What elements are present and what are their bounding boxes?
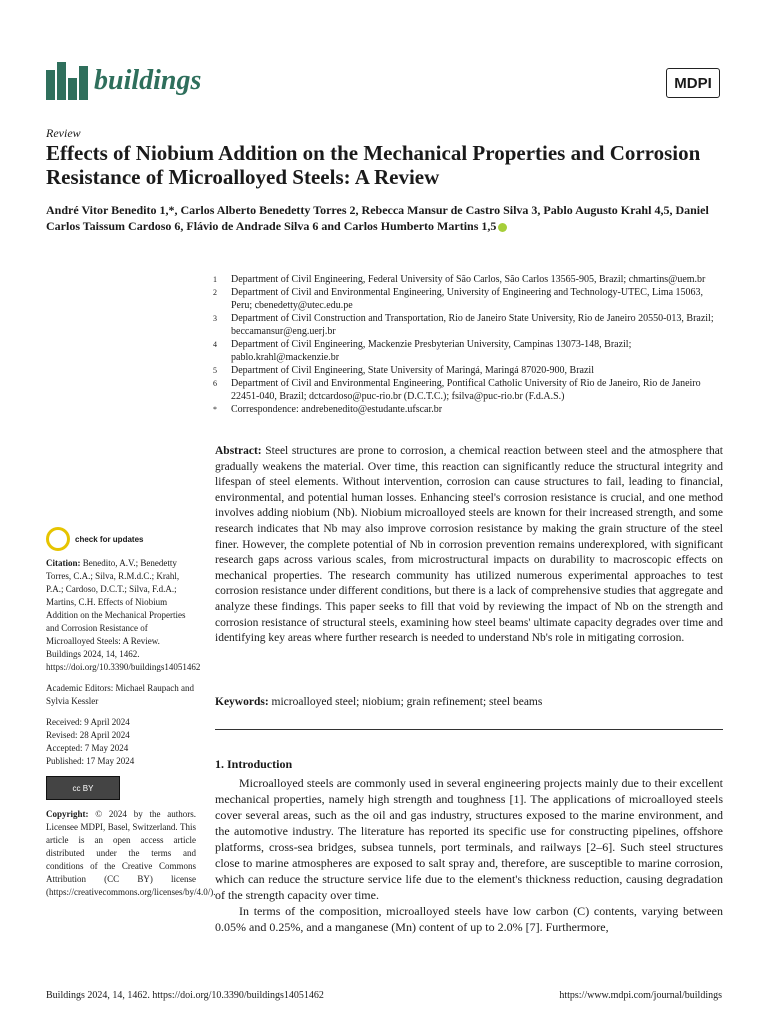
journal-logo [46,62,201,100]
cc-license-icon[interactable]: cc BY [46,776,120,800]
affiliation-number: 5 [213,366,217,375]
abstract [215,444,723,647]
intro-paragraph: In terms of the composition, microalloyed steels have low carbon (C) contents, varying between 0.05% and 0.25%, and a manganese (Mn) content of up to 2.0% [7]. Furthermore, [215,904,723,934]
intro-body [215,775,723,935]
copyright [46,808,216,899]
affiliation-text: Department of Civil and Environmental Engineering, University of Engineering and Technology-UTEC, Lima 15063, Peru; cbenedetty@utec.edu.pe [231,287,704,311]
affiliation-number: 2 [213,288,217,297]
affiliation-item [213,364,723,377]
affiliation-text: Correspondence: andrebenedito@estudante.ufscar.br [231,404,443,415]
keywords [215,696,723,708]
buildings-logo-icon [46,62,88,100]
affiliation-text: Department of Civil Engineering, Mackenzie Presbyterian University, Campinas 13073-148, Brazil; pablo.krahl@mackenzie.br [231,339,632,363]
affiliation-number: * [213,405,217,414]
affiliation-item [213,312,723,338]
affiliation-text: Department of Civil Engineering, Federal University of São Carlos, São Carlos 13565-905, Brazil; chmartins@uem.br [231,274,706,285]
copyright-text: © 2024 by the authors. Licensee MDPI, Basel, Switzerland. This article is an open access article distributed under the terms and conditions of the Creative Commons Attribution (CC BY) license (https://creativecommons.org/licenses/by/4.0/). [46,809,216,897]
sidebar [46,527,216,899]
publisher-logo: MDPI [666,68,720,98]
affiliation-number: 1 [213,275,217,284]
affiliation-number: 6 [213,379,217,388]
check-updates-label: check for updates [75,534,144,544]
affiliation-number: 3 [213,314,217,323]
affiliations [213,273,723,416]
copyright-label: Copyright: [46,809,89,819]
affiliation-item [213,377,723,403]
affiliation-text: Department of Civil Engineering, State University of Maringá, Maringá 87020-900, Brazil [231,365,594,376]
keywords-text: microalloyed steel; niobium; grain refinement; steel beams [271,696,543,708]
footer-citation[interactable]: Buildings 2024, 14, 1462. https://doi.org/10.3390/buildings14051462 [46,990,324,1001]
academic-editors: Academic Editors: Michael Raupach and Sylvia Kessler [46,683,194,706]
check-updates-badge[interactable] [46,527,196,551]
affiliation-item [213,338,723,364]
citation [46,557,201,674]
date-item: Revised: 28 April 2024 [46,730,130,740]
affiliation-text: Department of Civil Construction and Transportation, Rio de Janeiro State University, Rio de Janeiro 20550-013, Brazil; beccamansur@eng.uerj.br [231,313,714,337]
citation-text: Benedito, A.V.; Benedetty Torres, C.A.; Silva, R.M.d.C.; Krahl, P.A.; Cardoso, D.C.T.; Silva, F.d.A.; Martins, C.H. Effects of Niobium Addition on the Mechanical Properties and Corrosion Resistance of Microalloyed Steels: A Review. Buildings 2024, 14, 1462. https://doi.org/10.3390/buildings14051462 [46,558,201,672]
keywords-label: Keywords: [215,696,269,708]
authors-text: André Vitor Benedito 1,*, Carlos Alberto Benedetty Torres 2, Rebecca Mansur de Castro Silva 3, Pablo Augusto Krahl 4,5, Daniel Carlos Taissum Cardoso 6, Flávio de Andrade Silva 6 and Carlos Humberto Martins 1,5 [46,203,709,233]
divider [215,729,723,730]
affiliation-number: 4 [213,340,217,349]
date-item: Received: 9 April 2024 [46,717,130,727]
doc-type: Review [46,126,81,140]
abstract-label: Abstract: [215,445,262,457]
journal-name: buildings [94,65,202,96]
affiliation-item [213,273,723,286]
footer-journal-link[interactable]: https://www.mdpi.com/journal/buildings [559,990,722,1001]
orcid-icon[interactable] [498,223,507,232]
affiliation-item [213,403,723,416]
affiliation-text: Department of Civil and Environmental Engineering, Pontifical Catholic University of Rio de Janeiro, Rio de Janeiro 22451-040, Brazil; dctcardoso@puc-rio.br (D.C.T.C.); fsilva@puc-rio.br (F.d.A.S.) [231,378,701,402]
date-item: Published: 17 May 2024 [46,756,135,766]
date-item: Accepted: 7 May 2024 [46,743,129,753]
check-updates-icon [46,527,70,551]
abstract-text: Steel structures are prone to corrosion, a chemical reaction between steel and the atmosphere that gradually weakens the material. Over time, this reaction can significantly reduce the structural integrity and lifespan of steel elements. Without intervention, corrosion can cause structures to fail, leading to financial, environmental, and potential human losses. Enhancing steel's corrosion resistance is crucial, and one method involves adding niobium (Nb). Niobium microalloyed steels are known for their increased strength, and some research indicates that Nb may also improve corrosion resistance by making the grain structure of the steel finer. However, the complete potential of Nb in corrosion prevention remains underexplored, with significant research gaps across various scales, from microstructural impacts on durability to macroscopic effects on mechanical properties. The research community has utilized numerous experimental approaches to test corrosion resistance under different conditions, but there is a lack of comprehensive studies that aggregate and analyze these findings. This paper seeks to fill that void by reviewing the impact of Nb on the strength and corrosion resistance of structural steels, examining how steel beams' ultimate capacity degrades over time and identifying key areas where further research is needed to understand Nb's role in mitigating corrosion. [215,445,723,645]
citation-label: Citation: [46,558,81,568]
dates [46,716,196,768]
section-heading: 1. Introduction [215,757,293,771]
paper-title: Effects of Niobium Addition on the Mechanical Properties and Corrosion Resistance of Microalloyed Steels: A Review [46,141,701,189]
intro-paragraph: Microalloyed steels are commonly used in several engineering projects mainly due to their excellent mechanical properties, namely high strength and toughness [1]. The applications of microalloyed steels cover several areas, such as the oil and gas industry, structures exposed to the marine environment, and the automotive industry. The literature has reported its specific use for constructing pipelines, offshore platforms, cross-sea bridges, subsea tunnels, port terminals, and railways [2–6]. Such steel structures close to marine atmospheres are exposed to salt spray and, therefore, are susceptible to marine corrosion, which can reduce the structure service life due to the element's thickness reduction, causing degradation of the strength capacity over time. [215,776,723,902]
affiliation-item [213,286,723,312]
author-list [46,202,736,234]
